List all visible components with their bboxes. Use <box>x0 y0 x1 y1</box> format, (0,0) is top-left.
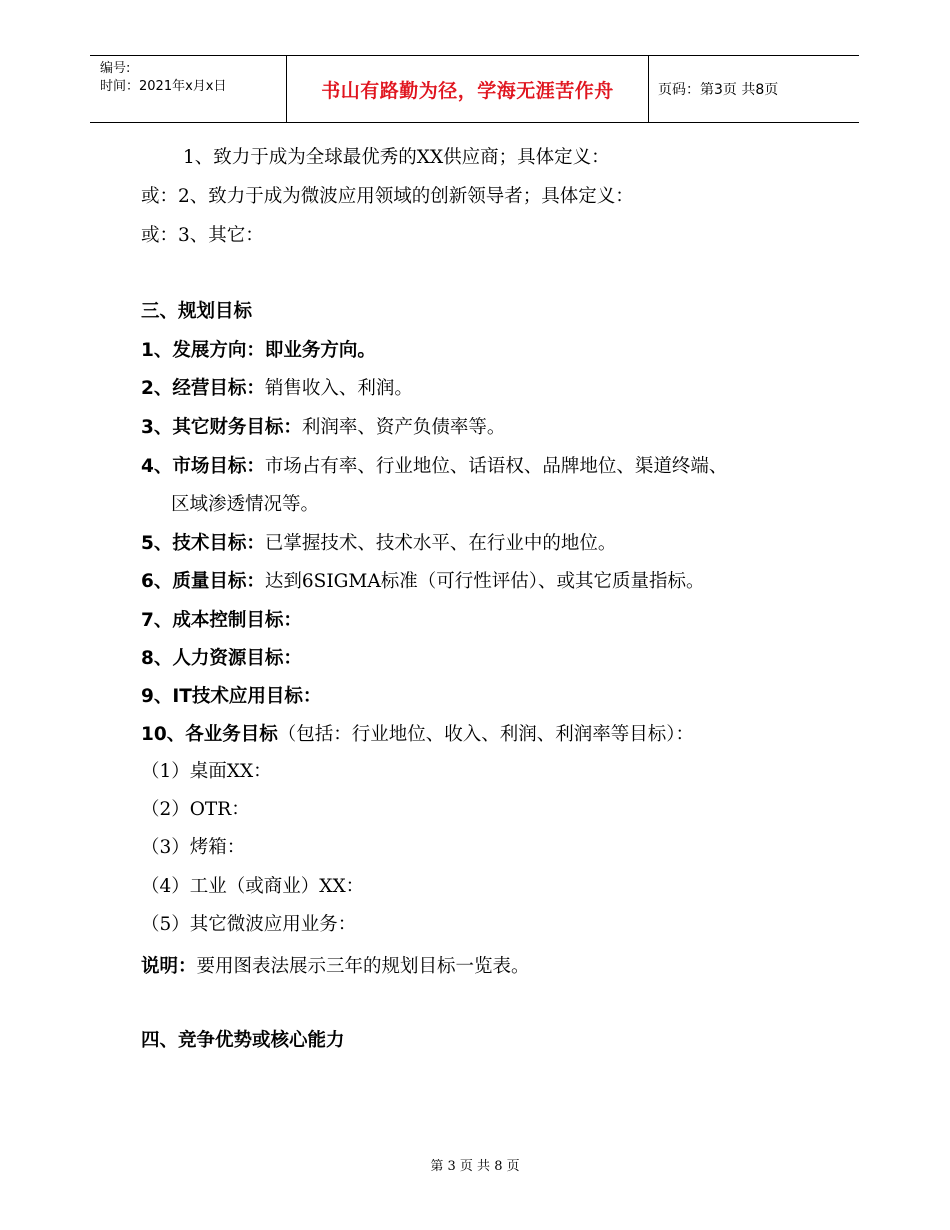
note-label: 说明： <box>141 956 197 977</box>
goal-label: 8、人力资源目标： <box>141 648 302 669</box>
goal-text: 利润率、资产负债率等。 <box>301 417 506 438</box>
goal-text: 市场占有率、行业地位、话语权、品牌地位、渠道终端、 <box>264 456 728 477</box>
header-meta <box>100 60 226 96</box>
page-footer: 第 3 页 共 8 页 <box>430 1159 520 1174</box>
section-heading: 四、竞争优势或核心能力 <box>141 1030 345 1051</box>
goal-item <box>141 455 727 479</box>
section-heading: 三、规划目标 <box>141 301 253 322</box>
goal-text: （包括：行业地位、收入、利润、利润率等目标）： <box>277 724 695 745</box>
goal-label: 2、经营目标： <box>141 378 265 399</box>
goal-text: 已掌握技术、技术水平、在行业中的地位。 <box>264 533 617 554</box>
document-header <box>90 55 859 123</box>
sub-item: （5）其它微波应用业务： <box>141 914 357 935</box>
mission-line-2: 或：2、致力于成为微波应用领域的创新领导者；具体定义： <box>141 186 634 207</box>
goal-item <box>141 339 376 363</box>
mission-line-3: 或：3、其它： <box>141 225 264 246</box>
goal-text: 区域渗透情况等。 <box>171 494 320 515</box>
goal-item <box>141 377 413 401</box>
mission-line-1: 1、致力于成为全球最优秀的XX供应商；具体定义： <box>183 147 610 168</box>
goal-item <box>141 685 321 709</box>
goal-label: 9、IT技术应用目标： <box>141 686 322 707</box>
goal-item <box>141 416 505 440</box>
header-page-info: 页码：第3页 共8页 <box>658 82 779 98</box>
goal-item <box>141 609 302 633</box>
goal-label: 5、技术目标： <box>141 533 265 554</box>
goal-item <box>141 647 302 671</box>
goal-item <box>141 570 704 594</box>
goal-label: 4、市场目标： <box>141 456 265 477</box>
goal-label: 1、发展方向：即业务方向。 <box>141 340 376 361</box>
goal-label: 7、成本控制目标： <box>141 610 302 631</box>
serial-label: 编号: <box>100 61 131 76</box>
header-motto: 书山有路勤为径，学海无涯苦作舟 <box>321 79 614 102</box>
goal-item <box>141 532 616 556</box>
goal-item <box>141 723 694 747</box>
sub-item: （3）烤箱： <box>141 837 246 858</box>
goal-label: 10、各业务目标 <box>141 724 278 745</box>
sub-item: （2）OTR： <box>141 799 250 820</box>
goal-item-continuation <box>171 493 319 517</box>
sub-item: （4）工业（或商业）XX： <box>141 876 365 897</box>
goal-text: 销售收入、利润。 <box>264 378 413 399</box>
goal-text: 达到6SIGMA标准（可行性评估）、或其它质量指标。 <box>264 571 705 592</box>
time-label: 时间：2021年x月x日 <box>100 79 227 94</box>
note-text: 要用图表法展示三年的规划目标一览表。 <box>196 956 530 977</box>
goal-label: 6、质量目标： <box>141 571 265 592</box>
note <box>141 955 530 979</box>
sub-item: （1）桌面XX： <box>141 761 272 782</box>
goal-label: 3、其它财务目标： <box>141 417 302 438</box>
header-divider <box>648 56 649 122</box>
